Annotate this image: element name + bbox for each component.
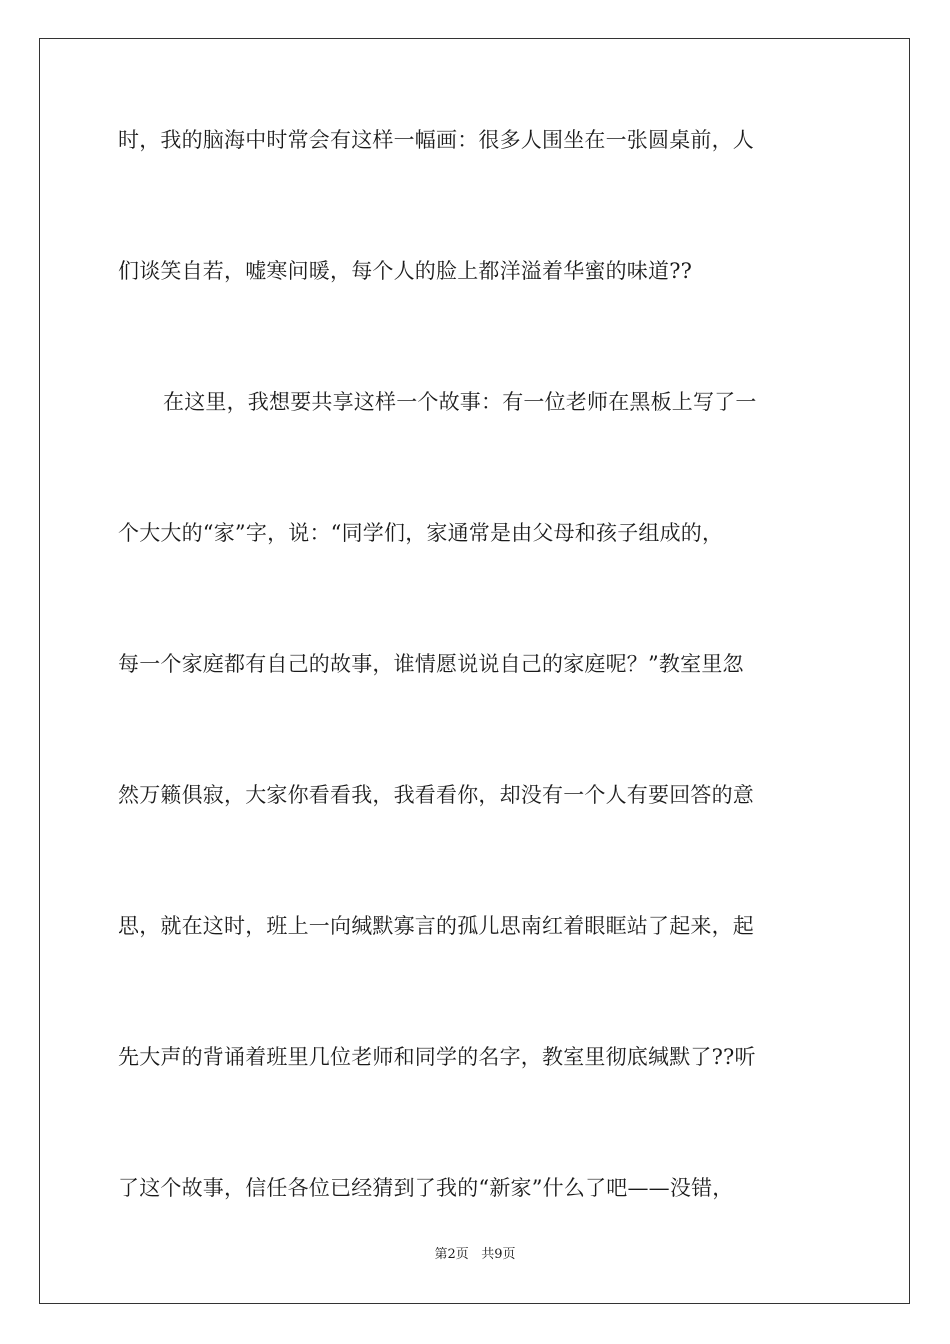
total-pages: 共9页	[481, 1247, 516, 1262]
page-number: 第2页	[434, 1247, 469, 1262]
text-line: 时，我的脑海中时常会有这样一幅画：很多人围坐在一张圆桌前，人	[118, 128, 754, 152]
text-line: 然万籁俱寂，大家你看看我，我看看你，却没有一个人有要回答的意	[118, 783, 754, 807]
text-line: 先大声的背诵着班里几位老师和同学的名字，教室里彻底缄默了??听	[118, 1045, 756, 1069]
text-line: 了这个故事，信任各位已经猜到了我的“新家”什么了吧——没错，	[118, 1176, 734, 1200]
text-line: 每一个家庭都有自己的故事，谁情愿说说自己的家庭呢？”教室里忽	[118, 652, 744, 676]
paragraph-start-line: 在这里，我想要共享这样一个故事：有一位老师在黑板上写了一	[163, 390, 757, 414]
document-body	[118, 128, 834, 1307]
page-footer	[0, 1247, 950, 1263]
text-line: 个大大的“家”字，说：“同学们，家通常是由父母和孩子组成的，	[118, 521, 724, 545]
text-line: 思，就在这时，班上一向缄默寡言的孤儿思南红着眼眶站了起来，起	[118, 914, 754, 938]
text-line: 们谈笑自若，嘘寒问暖，每个人的脸上都洋溢着华蜜的味道??	[118, 259, 693, 283]
